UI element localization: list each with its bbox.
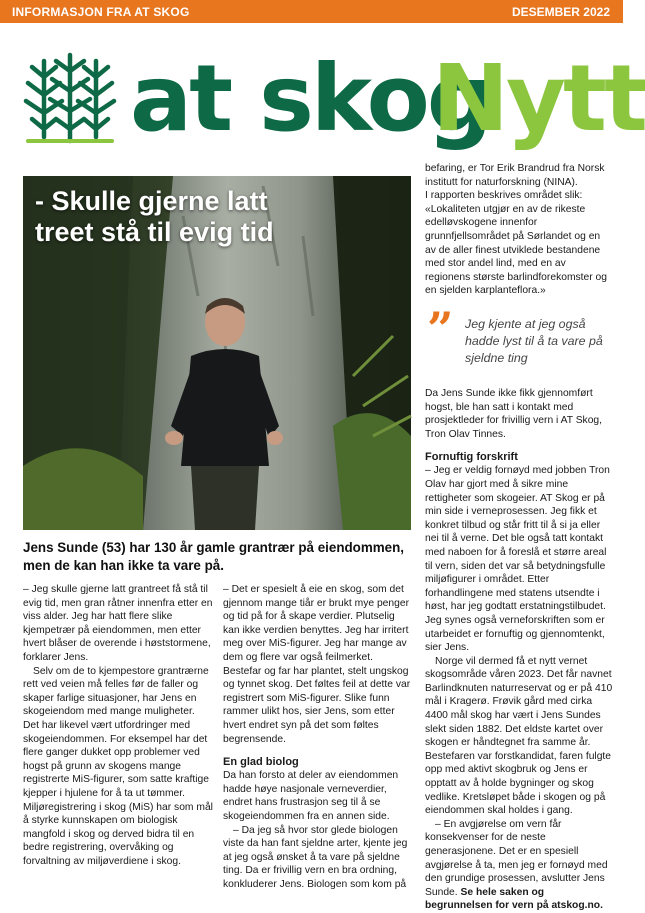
paragraph: befaring, er Tor Erik Brandrud fra Norsk institutt for naturforskning (NINA). (425, 163, 605, 188)
read-more-link[interactable]: Se hele saken og begrunnelsen for vern på atskog.no. (425, 886, 603, 912)
tree-pattern-icon (14, 49, 126, 149)
subheading: En glad biolog (223, 756, 299, 769)
brand-name-primary: at skog (130, 45, 490, 152)
top-banner (0, 0, 623, 23)
paragraph (425, 818, 613, 913)
article-column-1 (23, 583, 213, 868)
paragraph: – Jeg skulle gjerne latt grantreet få stå til evig tid, men gran råtner innenfra etter en viss alder. Jeg har hatt flere slike kjempetrær på eiendommen, men etter hvert blåser de overende i høststormene, forklarer Jens. (23, 584, 213, 663)
pull-quote-text: Jeg kjente at jeg også hadde lyst til å ta vare på sjeldne ting (465, 317, 603, 365)
paragraph: Da han forsto at deler av eiendommen hadde høye nasjonale verneverdier, endret hans frustrasjon seg til å se skogeiendommen fra en annen side. (223, 770, 399, 822)
subheading: Fornuftig forskrift (425, 451, 518, 464)
article-column-3-top (425, 162, 613, 298)
paragraph: – Det er spesielt å eie en skog, som det gjennom mange tiår er brukt mye penger og tid på for å skape verdier. Plutselig kan ikke verdien benyttes. Jeg har irritert meg over MiS-figurer. Jeg har mange av dem og flere var også feilmerket. Bestefar og far har plantet, stelt ungskog og tynnet skog. Det føltes feil at dette var registrert som MiS-figurer. Slike funn rammer ulikt hos, sier Jens, som etter hvert endret syn på det som føltes begrensende. (223, 584, 411, 745)
publication-label: INFORMASJON FRA AT SKOG (12, 5, 190, 19)
article-lead: Jens Sunde (53) har 130 år gamle grantrær på eiendommen, men de kan han ikke ta vare på. (23, 540, 405, 573)
paragraph: – Da jeg så hvor stor glede biologen viste da han fant sjeldne arter, kjente jeg at jeg også ønsket å ta vare på sjeldne ting. Da er frivillig vern en bra ordning, konkluderer Jens. Biologen som kom på (223, 824, 408, 890)
paragraph: Selv om de to kjempestore grantrærne rett ved veien må felles før de faller og skaper farlige situasjoner, har Jens en skogeiendom med mange muligheter. Det har likevel vært utfordringer med skogeiendommen. For eksempel har det flere ganger dukket opp problemer ved hogst på grunn av skogens mange registrerte MiS-figurer, som satte kraftige kjepper i hjulene for å ta ut tømmer. Miljøregistrering i skog (MiS) har som mål å styrke kunnskapen om biologisk mangfold i skog og derved bidra til en bedre registrering, overvåking og forvaltning av miljøverdiene i skog. (23, 665, 213, 867)
paragraph: – Jeg er veldig fornøyd med jobben Tron Olav har gjort med å sikre mine rettigheter som skogeier. AT Skog er på min side i verneprosessen. Jeg fikk et konkret tilbud og står fritt til å si ja eller nei til å verne. Det ble også tatt kontakt med naboen for å foreslå et større areal til vern, siden det var så betydningsfulle miljøfigurer i området. Etter forhandlingene med statens utsendte i høst, har jeg godtatt erstatningstilbudet. Jeg synes også verneforskriften som er utarbeidet er fornuftig og gjennomtenkt, sier Jens. (425, 465, 610, 654)
quote-mark-icon: ” (427, 302, 454, 356)
closing-text: – En avgjørelse om vern får konsekvenser for de neste generasjonene. Det er en spesiell avgjørelse å ta, men jeg er fornøyd med den grundige prosessen, avslutter Jens Sunde. (425, 818, 608, 898)
masthead (0, 23, 645, 173)
article-photo (23, 176, 411, 530)
pull-quote (425, 302, 613, 370)
headline-line-1: - Skulle gjerne latt (35, 186, 268, 216)
headline-line-2: treet stå til evig tid (35, 217, 274, 247)
paragraph: Norge vil dermed få et nytt vernet skogsområde våren 2023. Det får navnet Barlindknuten naturreservat og er på 410 mål i Kragerø. Frøvik gård med cirka 4400 mål skog har vært i Jens Sundes slekt siden 1882. Det eldste kartet over skogen er håndtegnet fra samme år. Bestefaren var forstkandidat, faren fulgte opp med aktivt skogbruk og Jens er opptatt av å holde bygninger og skog vedlike. Kretsløpet både i skogen og på eiendommen skal holdes i gang. (425, 655, 613, 817)
paragraph: Da Jens Sunde ikke fikk gjennomført hogst, ble han satt i kontakt med prosjektleder for frivillig vern i AT Skog, Tron Olav Tinnes. (425, 388, 603, 440)
brand-name-secondary: Nytt (432, 45, 645, 152)
article-headline (35, 186, 405, 248)
article-column-2 (223, 583, 413, 891)
article-column-3-bottom (425, 387, 613, 913)
issue-date: DESEMBER 2022 (511, 5, 610, 19)
paragraph: I rapporten beskrives området slik: (425, 190, 583, 202)
paragraph: «Lokaliteten utgjør en av de rikeste edelløvskogene innenfor grunnfjellsområdet på Sørlandet og en av de aller finest utviklede bestandene med stor andel lind, med en av regionens største barlindforekomster og en sjelden karplanteflora.» (425, 203, 607, 297)
